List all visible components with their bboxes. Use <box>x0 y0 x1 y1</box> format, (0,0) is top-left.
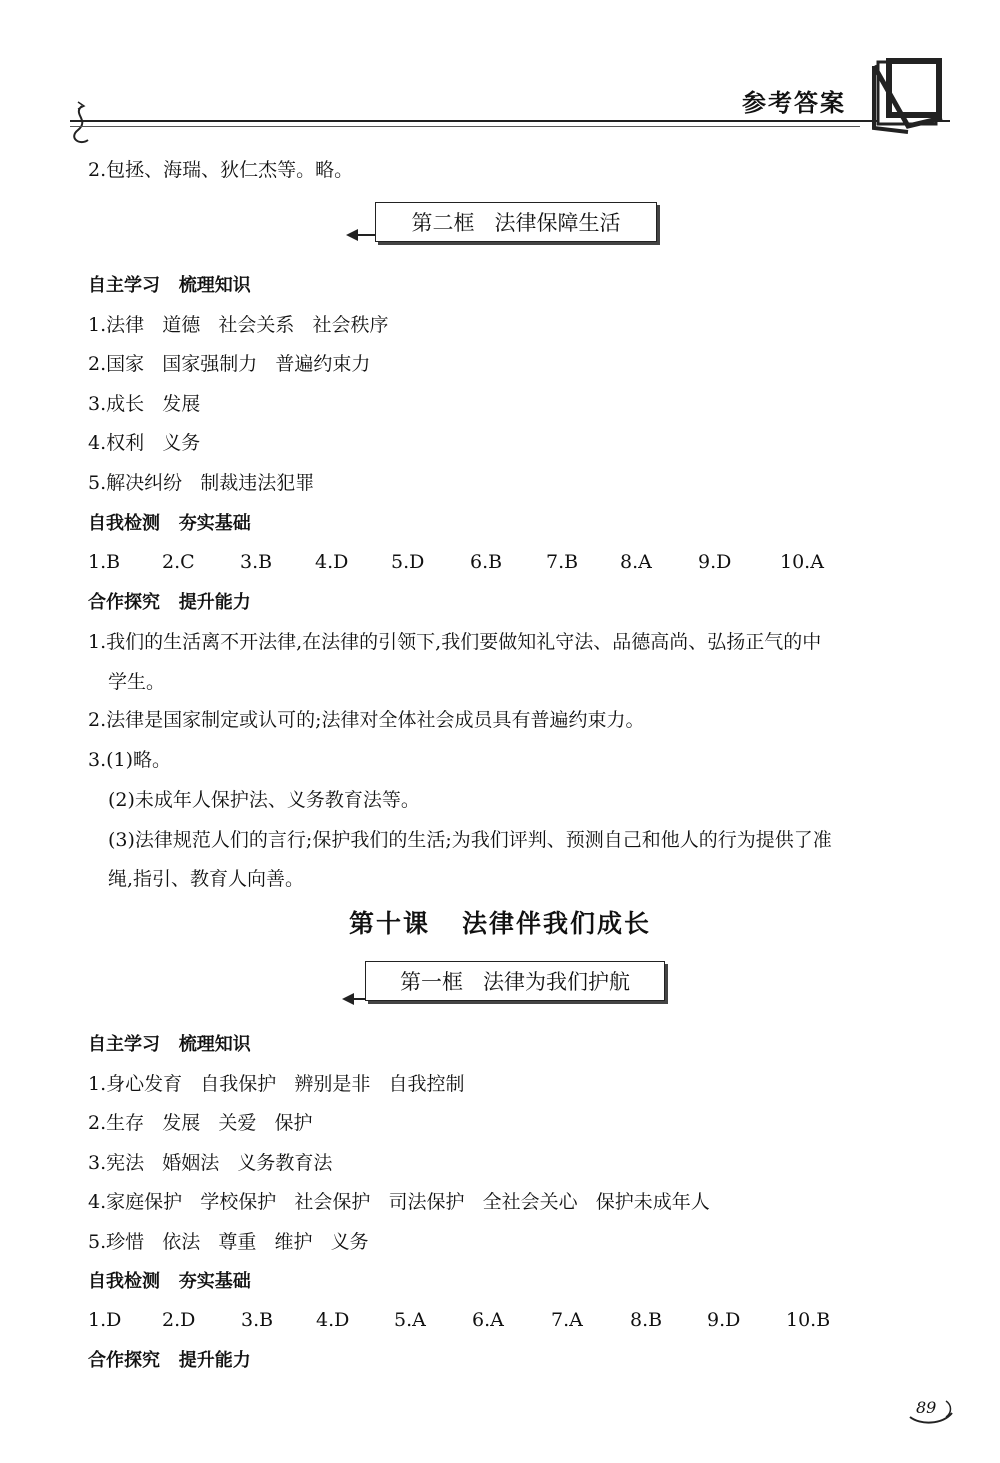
answer-item: 9.D <box>698 551 732 573</box>
list-item: 5.珍惜 依法 尊重 维护 义务 <box>88 1231 369 1253</box>
section2-title-box <box>365 961 665 1001</box>
list-item: 1.法律 道德 社会关系 社会秩序 <box>88 314 389 336</box>
list-item: 1.身心发育 自我保护 辨别是非 自我控制 <box>88 1073 465 1095</box>
header-title: 参考答案 <box>742 89 846 117</box>
answer-item: 6.B <box>470 551 503 573</box>
page-number: 89 <box>916 1398 937 1417</box>
answer-item: 8.A <box>620 551 652 573</box>
paragraph-line: (2)未成年人保护法、义务教育法等。 <box>108 789 420 811</box>
book-icon <box>868 56 948 136</box>
list-item: 3.宪法 婚姻法 义务教育法 <box>88 1152 333 1174</box>
answer-item: 3.B <box>240 551 273 573</box>
answer-item: 1.D <box>88 1309 122 1331</box>
paragraph-line: 学生。 <box>108 671 166 693</box>
section1-check-heading: 自我检测 夯实基础 <box>88 513 251 534</box>
answer-item: 2.D <box>162 1309 196 1331</box>
answer-item: 1.B <box>88 551 121 573</box>
answer-item: 4.D <box>316 1309 350 1331</box>
section1-arrow-head <box>346 229 358 241</box>
paragraph-line: 绳,指引、教育人向善。 <box>108 868 305 890</box>
section2-check-heading: 自我检测 夯实基础 <box>88 1271 251 1292</box>
header-rule <box>70 120 950 122</box>
answer-item: 7.A <box>551 1309 583 1331</box>
answer-item: 9.D <box>707 1309 741 1331</box>
section1-study-heading: 自主学习 梳理知识 <box>88 275 251 296</box>
answer-item: 10.B <box>786 1309 831 1331</box>
lesson-title: 第十课 法律伴我们成长 <box>348 909 652 938</box>
paragraph-line: 3.(1)略。 <box>88 749 172 771</box>
section1-title: 第二框 法律保障生活 <box>411 211 621 235</box>
intro-line: 2.包拯、海瑞、狄仁杰等。略。 <box>88 159 354 181</box>
list-item: 3.成长 发展 <box>88 393 201 415</box>
section1-explore-heading: 合作探究 提升能力 <box>88 592 251 613</box>
answer-item: 3.B <box>241 1309 274 1331</box>
list-item: 5.解决纠纷 制裁违法犯罪 <box>88 472 315 494</box>
header-rule-thin <box>70 126 860 127</box>
answer-item: 5.A <box>394 1309 426 1331</box>
paragraph-line: 2.法律是国家制定或认可的;法律对全体社会成员具有普遍约束力。 <box>88 709 645 731</box>
list-item: 4.家庭保护 学校保护 社会保护 司法保护 全社会关心 保护未成年人 <box>88 1191 710 1213</box>
answer-item: 6.A <box>472 1309 504 1331</box>
list-item: 2.国家 国家强制力 普遍约束力 <box>88 353 371 375</box>
paragraph-line: 1.我们的生活离不开法律,在法律的引领下,我们要做知礼守法、品德高尚、弘扬正气的中 <box>88 631 822 653</box>
paragraph-line: (3)法律规范人们的言行;保护我们的生活;为我们评判、预测自己和他人的行为提供了准 <box>108 829 832 851</box>
answer-item: 7.B <box>546 551 579 573</box>
section2-arrow-head <box>342 993 354 1005</box>
section2-study-heading: 自主学习 梳理知识 <box>88 1034 251 1055</box>
section2-explore-heading: 合作探究 提升能力 <box>88 1350 251 1371</box>
answer-item: 10.A <box>780 551 824 573</box>
list-item: 4.权利 义务 <box>88 432 201 454</box>
answer-item: 4.D <box>315 551 349 573</box>
section1-title-box <box>375 202 657 242</box>
list-item: 2.生存 发展 关爱 保护 <box>88 1112 313 1134</box>
decorative-swirl-icon <box>60 100 100 150</box>
answer-item: 5.D <box>391 551 425 573</box>
answer-item: 2.C <box>162 551 195 573</box>
answer-item: 8.B <box>630 1309 663 1331</box>
section2-title: 第一框 法律为我们护航 <box>399 970 631 994</box>
